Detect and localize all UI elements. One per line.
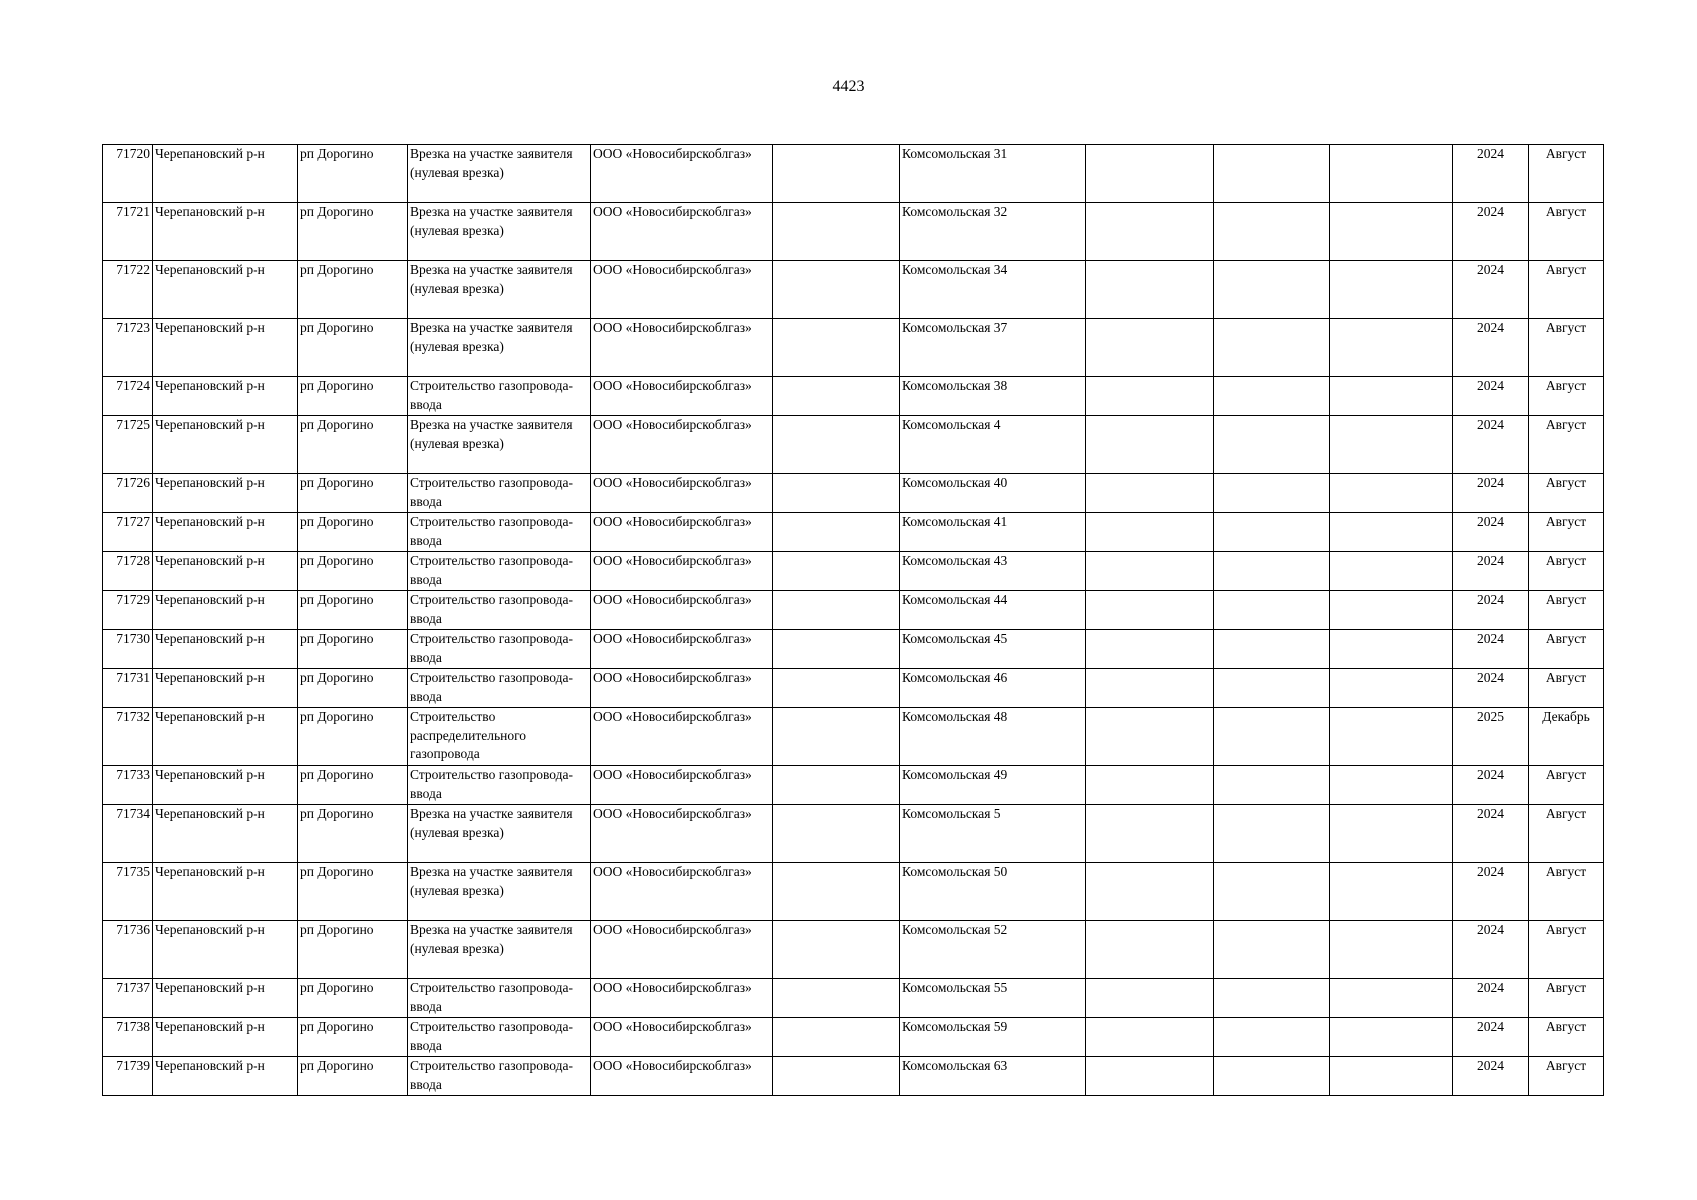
locality-cell: рп Дорогино	[298, 552, 408, 591]
empty-cell	[1330, 921, 1453, 979]
empty-cell	[773, 669, 900, 708]
month-cell: Август	[1529, 766, 1604, 805]
month-cell: Август	[1529, 552, 1604, 591]
empty-cell	[1086, 1018, 1214, 1057]
work-type-cell: Врезка на участке заявителя (нулевая врезка)	[408, 145, 591, 203]
month-cell: Август	[1529, 261, 1604, 319]
address-cell: Комсомольская 48	[900, 708, 1086, 766]
empty-cell	[1214, 261, 1330, 319]
district-cell: Черепановский р-н	[153, 145, 298, 203]
organization-cell: ООО «Новосибирскоблгаз»	[591, 416, 773, 474]
table-row	[103, 261, 1604, 319]
address-cell: Комсомольская 45	[900, 630, 1086, 669]
empty-cell	[1214, 708, 1330, 766]
table-row	[103, 805, 1604, 863]
table-row	[103, 979, 1604, 1018]
address-cell: Комсомольская 4	[900, 416, 1086, 474]
empty-cell	[1214, 979, 1330, 1018]
organization-cell: ООО «Новосибирскоблгаз»	[591, 1018, 773, 1057]
empty-cell	[1330, 863, 1453, 921]
empty-cell	[773, 377, 900, 416]
row-number-cell: 71729	[103, 591, 153, 630]
month-cell: Август	[1529, 1057, 1604, 1096]
address-cell: Комсомольская 52	[900, 921, 1086, 979]
empty-cell	[1214, 863, 1330, 921]
empty-cell	[773, 513, 900, 552]
locality-cell: рп Дорогино	[298, 591, 408, 630]
row-number-cell: 71733	[103, 766, 153, 805]
empty-cell	[1086, 1057, 1214, 1096]
organization-cell: ООО «Новосибирскоблгаз»	[591, 979, 773, 1018]
month-cell: Август	[1529, 921, 1604, 979]
locality-cell: рп Дорогино	[298, 630, 408, 669]
empty-cell	[1214, 921, 1330, 979]
work-type-cell: Врезка на участке заявителя (нулевая врезка)	[408, 805, 591, 863]
year-cell: 2024	[1453, 669, 1529, 708]
work-type-cell: Строительство газопровода-ввода	[408, 766, 591, 805]
address-cell: Комсомольская 43	[900, 552, 1086, 591]
empty-cell	[773, 921, 900, 979]
table-row	[103, 1018, 1604, 1057]
empty-cell	[1330, 669, 1453, 708]
empty-cell	[1214, 474, 1330, 513]
empty-cell	[1086, 805, 1214, 863]
table-body	[103, 145, 1604, 1096]
locality-cell: рп Дорогино	[298, 319, 408, 377]
empty-cell	[1214, 377, 1330, 416]
month-cell: Август	[1529, 377, 1604, 416]
address-cell: Комсомольская 63	[900, 1057, 1086, 1096]
organization-cell: ООО «Новосибирскоблгаз»	[591, 630, 773, 669]
empty-cell	[1330, 1057, 1453, 1096]
empty-cell	[1086, 513, 1214, 552]
address-cell: Комсомольская 40	[900, 474, 1086, 513]
row-number-cell: 71728	[103, 552, 153, 591]
work-type-cell: Врезка на участке заявителя (нулевая врезка)	[408, 863, 591, 921]
locality-cell: рп Дорогино	[298, 145, 408, 203]
table-row	[103, 766, 1604, 805]
organization-cell: ООО «Новосибирскоблгаз»	[591, 863, 773, 921]
empty-cell	[1086, 979, 1214, 1018]
locality-cell: рп Дорогино	[298, 669, 408, 708]
empty-cell	[1086, 921, 1214, 979]
empty-cell	[1214, 591, 1330, 630]
address-cell: Комсомольская 31	[900, 145, 1086, 203]
month-cell: Август	[1529, 203, 1604, 261]
empty-cell	[1330, 552, 1453, 591]
month-cell: Декабрь	[1529, 708, 1604, 766]
row-number-cell: 71736	[103, 921, 153, 979]
empty-cell	[1214, 669, 1330, 708]
locality-cell: рп Дорогино	[298, 474, 408, 513]
locality-cell: рп Дорогино	[298, 261, 408, 319]
empty-cell	[1086, 416, 1214, 474]
locality-cell: рп Дорогино	[298, 513, 408, 552]
address-cell: Комсомольская 37	[900, 319, 1086, 377]
table-row	[103, 669, 1604, 708]
address-cell: Комсомольская 50	[900, 863, 1086, 921]
month-cell: Август	[1529, 319, 1604, 377]
locality-cell: рп Дорогино	[298, 1057, 408, 1096]
table-row	[103, 474, 1604, 513]
empty-cell	[773, 708, 900, 766]
table-row	[103, 708, 1604, 766]
address-cell: Комсомольская 46	[900, 669, 1086, 708]
month-cell: Август	[1529, 416, 1604, 474]
month-cell: Август	[1529, 474, 1604, 513]
row-number-cell: 71732	[103, 708, 153, 766]
table-row	[103, 1057, 1604, 1096]
work-type-cell: Врезка на участке заявителя (нулевая врезка)	[408, 319, 591, 377]
row-number-cell: 71730	[103, 630, 153, 669]
empty-cell	[1214, 145, 1330, 203]
address-cell: Комсомольская 32	[900, 203, 1086, 261]
locality-cell: рп Дорогино	[298, 921, 408, 979]
month-cell: Август	[1529, 979, 1604, 1018]
empty-cell	[1330, 377, 1453, 416]
district-cell: Черепановский р-н	[153, 708, 298, 766]
year-cell: 2024	[1453, 416, 1529, 474]
table-row	[103, 145, 1604, 203]
organization-cell: ООО «Новосибирскоблгаз»	[591, 921, 773, 979]
district-cell: Черепановский р-н	[153, 203, 298, 261]
address-cell: Комсомольская 44	[900, 591, 1086, 630]
district-cell: Черепановский р-н	[153, 669, 298, 708]
organization-cell: ООО «Новосибирскоблгаз»	[591, 1057, 773, 1096]
address-cell: Комсомольская 55	[900, 979, 1086, 1018]
row-number-cell: 71724	[103, 377, 153, 416]
year-cell: 2024	[1453, 513, 1529, 552]
locality-cell: рп Дорогино	[298, 1018, 408, 1057]
organization-cell: ООО «Новосибирскоблгаз»	[591, 319, 773, 377]
work-type-cell: Строительство газопровода-ввода	[408, 474, 591, 513]
empty-cell	[1086, 145, 1214, 203]
table-row	[103, 552, 1604, 591]
work-type-cell: Строительство газопровода-ввода	[408, 979, 591, 1018]
year-cell: 2024	[1453, 203, 1529, 261]
organization-cell: ООО «Новосибирскоблгаз»	[591, 805, 773, 863]
district-cell: Черепановский р-н	[153, 377, 298, 416]
empty-cell	[773, 319, 900, 377]
organization-cell: ООО «Новосибирскоблгаз»	[591, 513, 773, 552]
empty-cell	[1086, 474, 1214, 513]
year-cell: 2024	[1453, 805, 1529, 863]
row-number-cell: 71720	[103, 145, 153, 203]
organization-cell: ООО «Новосибирскоблгаз»	[591, 591, 773, 630]
empty-cell	[773, 805, 900, 863]
year-cell: 2024	[1453, 766, 1529, 805]
empty-cell	[1086, 377, 1214, 416]
month-cell: Август	[1529, 863, 1604, 921]
locality-cell: рп Дорогино	[298, 863, 408, 921]
work-type-cell: Строительство газопровода-ввода	[408, 669, 591, 708]
district-cell: Черепановский р-н	[153, 416, 298, 474]
district-cell: Черепановский р-н	[153, 921, 298, 979]
row-number-cell: 71737	[103, 979, 153, 1018]
work-type-cell: Строительство газопровода-ввода	[408, 377, 591, 416]
month-cell: Август	[1529, 805, 1604, 863]
row-number-cell: 71722	[103, 261, 153, 319]
year-cell: 2024	[1453, 863, 1529, 921]
table-row	[103, 591, 1604, 630]
table-row	[103, 863, 1604, 921]
empty-cell	[1086, 669, 1214, 708]
page-number: 4423	[832, 78, 865, 95]
empty-cell	[1330, 591, 1453, 630]
empty-cell	[1086, 261, 1214, 319]
empty-cell	[1330, 630, 1453, 669]
month-cell: Август	[1529, 630, 1604, 669]
empty-cell	[1330, 416, 1453, 474]
empty-cell	[1330, 708, 1453, 766]
row-number-cell: 71727	[103, 513, 153, 552]
empty-cell	[1330, 1018, 1453, 1057]
address-cell: Комсомольская 38	[900, 377, 1086, 416]
empty-cell	[1214, 203, 1330, 261]
empty-cell	[773, 1057, 900, 1096]
row-number-cell: 71738	[103, 1018, 153, 1057]
work-type-cell: Строительство газопровода-ввода	[408, 513, 591, 552]
address-cell: Комсомольская 59	[900, 1018, 1086, 1057]
district-cell: Черепановский р-н	[153, 1018, 298, 1057]
organization-cell: ООО «Новосибирскоблгаз»	[591, 552, 773, 591]
empty-cell	[773, 552, 900, 591]
locality-cell: рп Дорогино	[298, 708, 408, 766]
row-number-cell: 71731	[103, 669, 153, 708]
district-cell: Черепановский р-н	[153, 979, 298, 1018]
row-number-cell: 71725	[103, 416, 153, 474]
district-cell: Черепановский р-н	[153, 513, 298, 552]
empty-cell	[1330, 261, 1453, 319]
empty-cell	[1214, 416, 1330, 474]
table-row	[103, 630, 1604, 669]
address-cell: Комсомольская 34	[900, 261, 1086, 319]
table-row	[103, 377, 1604, 416]
table-row	[103, 416, 1604, 474]
year-cell: 2024	[1453, 921, 1529, 979]
work-type-cell: Врезка на участке заявителя (нулевая врезка)	[408, 203, 591, 261]
locality-cell: рп Дорогино	[298, 377, 408, 416]
empty-cell	[1214, 1057, 1330, 1096]
empty-cell	[1214, 1018, 1330, 1057]
row-number-cell: 71734	[103, 805, 153, 863]
district-cell: Черепановский р-н	[153, 630, 298, 669]
locality-cell: рп Дорогино	[298, 766, 408, 805]
year-cell: 2024	[1453, 261, 1529, 319]
month-cell: Август	[1529, 1018, 1604, 1057]
year-cell: 2024	[1453, 1057, 1529, 1096]
table-row	[103, 203, 1604, 261]
empty-cell	[1330, 766, 1453, 805]
empty-cell	[1214, 766, 1330, 805]
year-cell: 2024	[1453, 319, 1529, 377]
empty-cell	[1330, 805, 1453, 863]
work-type-cell: Врезка на участке заявителя (нулевая врезка)	[408, 416, 591, 474]
year-cell: 2024	[1453, 552, 1529, 591]
empty-cell	[1214, 552, 1330, 591]
empty-cell	[773, 474, 900, 513]
work-type-cell: Строительство газопровода-ввода	[408, 630, 591, 669]
organization-cell: ООО «Новосибирскоблгаз»	[591, 708, 773, 766]
document-table	[102, 144, 1604, 1096]
organization-cell: ООО «Новосибирскоблгаз»	[591, 145, 773, 203]
locality-cell: рп Дорогино	[298, 979, 408, 1018]
work-type-cell: Строительство газопровода-ввода	[408, 1057, 591, 1096]
locality-cell: рп Дорогино	[298, 805, 408, 863]
district-cell: Черепановский р-н	[153, 319, 298, 377]
table-row	[103, 513, 1604, 552]
empty-cell	[773, 591, 900, 630]
month-cell: Август	[1529, 513, 1604, 552]
work-type-cell: Строительство распределительного газопровода	[408, 708, 591, 766]
district-cell: Черепановский р-н	[153, 552, 298, 591]
organization-cell: ООО «Новосибирскоблгаз»	[591, 474, 773, 513]
district-cell: Черепановский р-н	[153, 766, 298, 805]
empty-cell	[1086, 319, 1214, 377]
work-type-cell: Строительство газопровода-ввода	[408, 1018, 591, 1057]
row-number-cell: 71726	[103, 474, 153, 513]
year-cell: 2024	[1453, 630, 1529, 669]
organization-cell: ООО «Новосибирскоблгаз»	[591, 377, 773, 416]
empty-cell	[1214, 513, 1330, 552]
empty-cell	[1086, 708, 1214, 766]
organization-cell: ООО «Новосибирскоблгаз»	[591, 203, 773, 261]
empty-cell	[1330, 513, 1453, 552]
district-cell: Черепановский р-н	[153, 863, 298, 921]
empty-cell	[1214, 805, 1330, 863]
row-number-cell: 71723	[103, 319, 153, 377]
work-type-cell: Строительство газопровода-ввода	[408, 591, 591, 630]
empty-cell	[1330, 203, 1453, 261]
year-cell: 2024	[1453, 979, 1529, 1018]
empty-cell	[773, 863, 900, 921]
year-cell: 2024	[1453, 145, 1529, 203]
year-cell: 2024	[1453, 474, 1529, 513]
work-type-cell: Строительство газопровода-ввода	[408, 552, 591, 591]
empty-cell	[1086, 766, 1214, 805]
empty-cell	[1214, 319, 1330, 377]
empty-cell	[773, 261, 900, 319]
empty-cell	[773, 145, 900, 203]
table-row	[103, 319, 1604, 377]
district-cell: Черепановский р-н	[153, 591, 298, 630]
locality-cell: рп Дорогино	[298, 416, 408, 474]
address-cell: Комсомольская 49	[900, 766, 1086, 805]
empty-cell	[773, 630, 900, 669]
empty-cell	[773, 766, 900, 805]
empty-cell	[1086, 630, 1214, 669]
year-cell: 2024	[1453, 591, 1529, 630]
empty-cell	[1330, 145, 1453, 203]
empty-cell	[773, 979, 900, 1018]
year-cell: 2025	[1453, 708, 1529, 766]
organization-cell: ООО «Новосибирскоблгаз»	[591, 766, 773, 805]
address-cell: Комсомольская 5	[900, 805, 1086, 863]
empty-cell	[773, 203, 900, 261]
empty-cell	[1086, 203, 1214, 261]
row-number-cell: 71721	[103, 203, 153, 261]
year-cell: 2024	[1453, 1018, 1529, 1057]
organization-cell: ООО «Новосибирскоблгаз»	[591, 261, 773, 319]
district-cell: Черепановский р-н	[153, 1057, 298, 1096]
district-cell: Черепановский р-н	[153, 474, 298, 513]
empty-cell	[1214, 630, 1330, 669]
month-cell: Август	[1529, 669, 1604, 708]
organization-cell: ООО «Новосибирскоблгаз»	[591, 669, 773, 708]
empty-cell	[1330, 474, 1453, 513]
empty-cell	[1330, 319, 1453, 377]
row-number-cell: 71735	[103, 863, 153, 921]
district-cell: Черепановский р-н	[153, 261, 298, 319]
row-number-cell: 71739	[103, 1057, 153, 1096]
year-cell: 2024	[1453, 377, 1529, 416]
month-cell: Август	[1529, 591, 1604, 630]
empty-cell	[1086, 863, 1214, 921]
empty-cell	[773, 416, 900, 474]
table-row	[103, 921, 1604, 979]
empty-cell	[1086, 552, 1214, 591]
empty-cell	[773, 1018, 900, 1057]
empty-cell	[1086, 591, 1214, 630]
address-cell: Комсомольская 41	[900, 513, 1086, 552]
work-type-cell: Врезка на участке заявителя (нулевая врезка)	[408, 921, 591, 979]
month-cell: Август	[1529, 145, 1604, 203]
work-type-cell: Врезка на участке заявителя (нулевая врезка)	[408, 261, 591, 319]
locality-cell: рп Дорогино	[298, 203, 408, 261]
district-cell: Черепановский р-н	[153, 805, 298, 863]
empty-cell	[1330, 979, 1453, 1018]
